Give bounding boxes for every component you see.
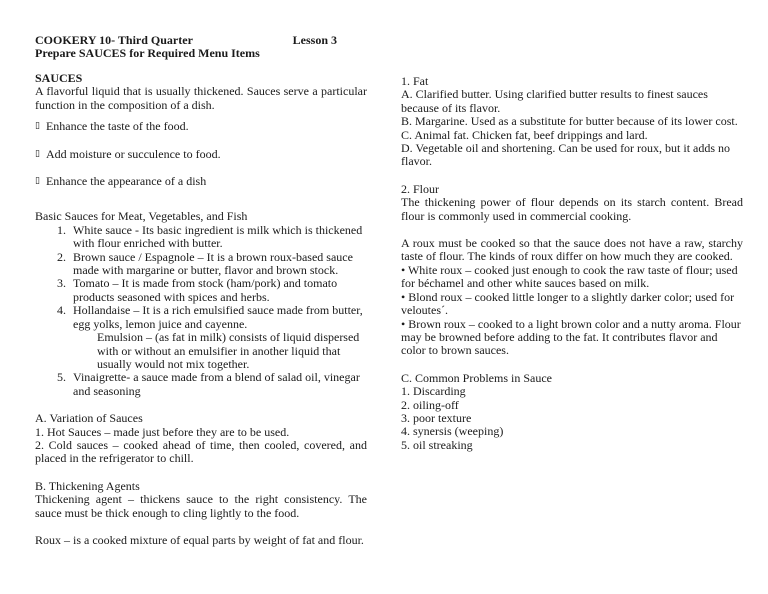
thickening-definition: Thickening agent – thickens sauce to the right consistency. The sauce must be thick enough to cling lightly to the food. bbox=[35, 492, 367, 520]
box-bullet-icon: ▯ bbox=[35, 176, 40, 187]
lesson-number: Lesson 3 bbox=[292, 33, 337, 47]
basic-sauces-heading: Basic Sauces for Meat, Vegetables, and Fish bbox=[35, 209, 248, 224]
list-item: 5. oil streaking bbox=[401, 437, 473, 452]
list-item: 2. Cold sauces – cooked ahead of time, then cooled, covered, and placed in the refrigerator to chill. bbox=[35, 437, 367, 466]
list-item: B. Margarine. Used as a substitute for butter because of its lower cost. bbox=[401, 114, 738, 129]
lesson-subtitle: Prepare SAUCES for Required Menu Items bbox=[35, 46, 260, 61]
list-item: 1. White sauce - Its basic ingredient is milk which is thickened with flour enriched with butter. bbox=[69, 224, 367, 251]
function-item: ▯ Add moisture or succulence to food. bbox=[35, 146, 221, 161]
list-item: 1. Hot Sauces – made just before they are to be used. bbox=[35, 424, 290, 439]
list-item: A. Clarified butter. Using clarified butter results to finest sauces because of its flavor. bbox=[401, 87, 708, 115]
list-item: 2. Brown sauce / Espagnole – It is a brown roux-based sauce made with margarine or butter, flavor and brown stock. bbox=[69, 251, 367, 278]
variation-heading: A. Variation of Sauces bbox=[35, 411, 143, 426]
right-column bbox=[401, 75, 743, 452]
emulsion-note: Emulsion – (as fat in milk) consists of liquid dispersed with or without an emulsifier in another liquid that usually would not mix together. bbox=[97, 330, 360, 371]
list-item: 2. oiling-off bbox=[401, 397, 459, 412]
flour-definition: The thickening power of flour depends on its starch content. Bread flour is commonly used in commercial cooking. bbox=[401, 195, 743, 223]
list-item: C. Animal fat. Chicken fat, beef drippings and lard. bbox=[401, 127, 648, 142]
document-header bbox=[35, 34, 365, 61]
list-item: 3. Tomato – It is made from stock (ham/pork) and tomato products seasoned with spices and herbs. bbox=[69, 277, 367, 304]
function-item: ▯ Enhance the appearance of a dish bbox=[35, 174, 207, 189]
box-bullet-icon: ▯ bbox=[35, 121, 40, 132]
list-item: • Brown roux – cooked to a light brown color and a nutty aroma. Flour may be browned before adding to the fat. It contributes flavor and color to brown sauces. bbox=[401, 316, 741, 358]
list-item: 5. Vinaigrette- a sauce made from a blend of salad oil, vinegar and seasoning bbox=[69, 371, 367, 398]
list-item: • Blond roux – cooked little longer to a slightly darker color; used for veloutes´. bbox=[401, 289, 735, 318]
list-item: 4. synersis (weeping) bbox=[401, 424, 504, 439]
roux-intro: A roux must be cooked so that the sauce does not have a raw, starchy taste of flour. The kinds of roux differ on how much they are cooked. bbox=[401, 236, 743, 264]
left-column bbox=[35, 72, 367, 547]
list-item: 3. poor texture bbox=[401, 410, 472, 425]
list-item: 1. Discarding bbox=[401, 384, 466, 399]
flour-heading: 2. Flour bbox=[401, 181, 440, 196]
problems-heading: C. Common Problems in Sauce bbox=[401, 370, 552, 385]
list-item: D. Vegetable oil and shortening. Can be used for roux, but it adds no flavor. bbox=[401, 141, 731, 169]
list-item: 4. Hollandaise – It is a rich emulsified sauce made from butter, egg yolks, lemon juice and cayenne. Emulsion – (as fat in milk) consists of liquid dispersed with or without an emulsifier in another liquid that usually would not mix together. bbox=[69, 304, 367, 371]
list-item: • White roux – cooked just enough to cook the raw taste of flour; used for béchamel and other white sauces based on milk. bbox=[401, 262, 738, 291]
sauces-heading: SAUCES bbox=[35, 71, 83, 85]
sauces-definition: A flavorful liquid that is usually thickened. Sauces serve a particular function in the composition of a dish. bbox=[35, 84, 367, 112]
function-item: ▯ Enhance the taste of the food. bbox=[35, 119, 189, 134]
course-title: COOKERY 10- Third Quarter bbox=[35, 33, 193, 47]
box-bullet-icon: ▯ bbox=[35, 148, 40, 159]
fat-heading: 1. Fat bbox=[401, 74, 429, 88]
roux-definition: Roux – is a cooked mixture of equal parts by weight of fat and flour. bbox=[35, 532, 364, 547]
thickening-heading: B. Thickening Agents bbox=[35, 478, 140, 493]
basic-sauces-list bbox=[35, 224, 367, 398]
